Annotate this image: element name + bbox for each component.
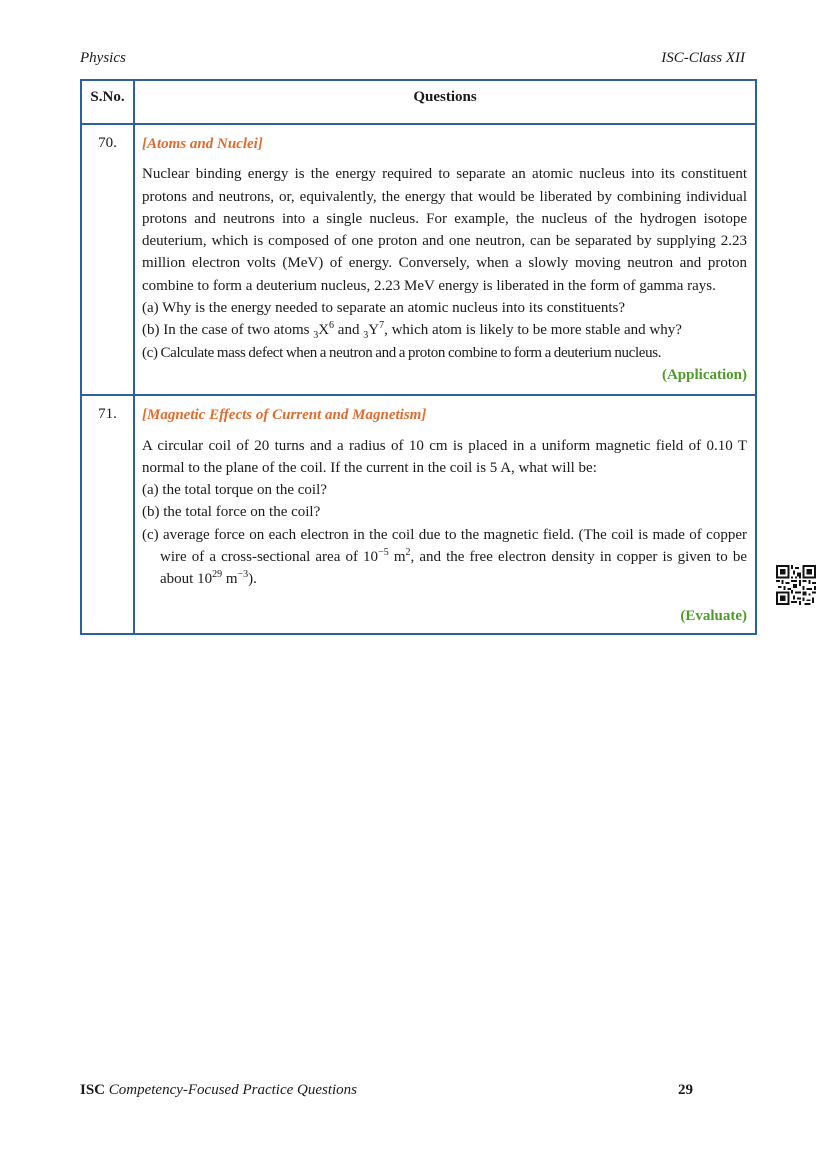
col-questions-header: Questions <box>134 80 756 124</box>
cognitive-level-badge: (Application) <box>661 366 747 383</box>
col-sno-header: S.No. <box>81 80 134 124</box>
qr-code-icon <box>776 565 816 605</box>
question-content <box>134 124 756 395</box>
question-passage: A circular coil of 20 turns and a radius of 10 cm is placed in a uniform magnetic field of 0.10 T normal to the plane of the coil. If the current in the coil is 5 A, what will be: <box>142 437 747 476</box>
question-row-70 <box>81 124 756 395</box>
question-number: 71. <box>81 395 134 634</box>
question-content <box>134 395 756 634</box>
sub-question-a: (a) Why is the energy needed to separate an atomic nucleus into its constituents? <box>142 300 626 317</box>
header-class: ISC-Class XII <box>661 50 745 66</box>
topic-label: [Magnetic Effects of Current and Magnetism] <box>142 407 427 424</box>
topic-label: [Atoms and Nuclei] <box>142 136 263 152</box>
cognitive-level-badge: (Evaluate) <box>680 607 747 624</box>
question-row-71 <box>81 395 756 634</box>
sub-question-c: (c) Calculate mass defect when a neutron and a proton combine to form a deuterium nucleus. <box>142 344 662 361</box>
sub-question-b: (b) In the case of two atoms $_3X^6$ and $_3Y^7$, which atom is likely to be more stable and why? <box>142 320 682 342</box>
table-header-row <box>81 80 756 124</box>
page-number: 29 <box>678 1082 693 1098</box>
question-number: 70. <box>81 124 134 395</box>
sub-question-c: (c) average force on each electron in the coil due to the magnetic field. (The coil is made of copper wire of a cross-sectional area of $10^{-5}$ $m^2$, and the free electron density in copper is given to be about $10^{29}$ $m^{-3}$). <box>142 526 747 588</box>
footer-title: ISC Competency-Focused Practice Questions <box>80 1082 358 1098</box>
questions-table <box>80 79 757 635</box>
sub-question-a: (a) the total torque on the coil? <box>142 482 327 499</box>
question-passage: Nuclear binding energy is the energy required to separate an atomic nucleus into its constituent protons and neutrons, or, equivalently, the energy that would be liberated by combining individual protons and neutrons into a single nucleus. For example, the nucleus of the hydrogen isotope deuterium, which is composed of one proton and one neutron, can be separated by supplying 2.23 million electron volts (MeV) of energy. Conversely, when a slowly moving neutron and proton combine to form a deuterium nucleus, 2.23 MeV energy is liberated in the form of gamma rays. <box>142 166 747 294</box>
header-subject: Physics <box>80 50 126 66</box>
sub-question-b: (b) the total force on the coil? <box>142 504 321 521</box>
